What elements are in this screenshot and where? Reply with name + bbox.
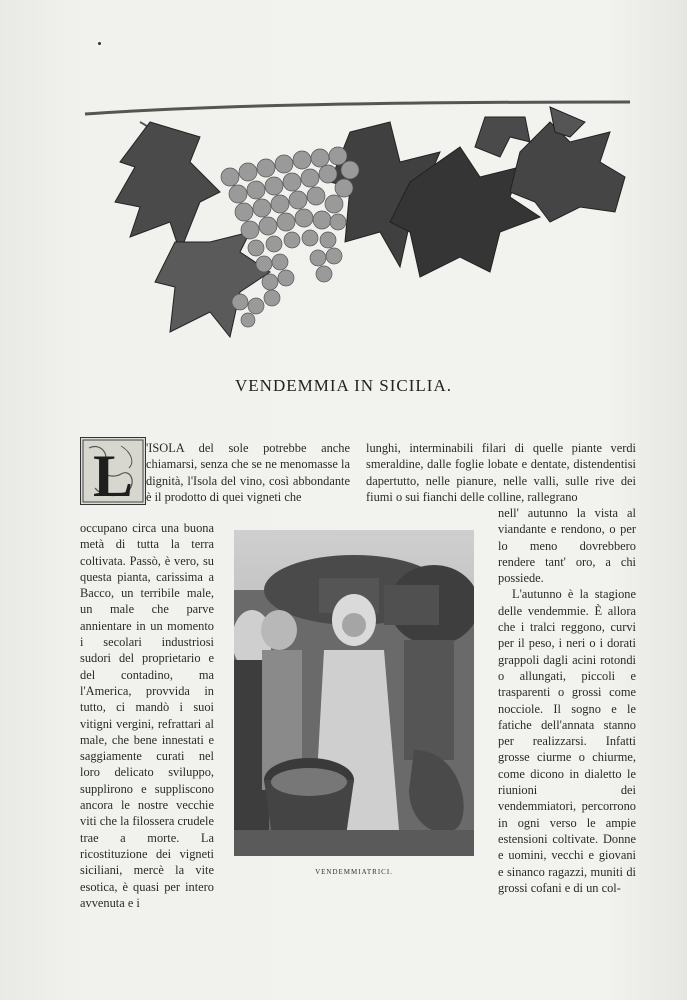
left-column (80, 520, 214, 911)
grape-vine-illustration (80, 92, 640, 352)
drop-cap-letter: L (92, 443, 134, 504)
right-column-text-1: nell' autunno la vista al viandante e rendono, o per lo meno dovrebbero rendere tant' oro, a chi possiede. (498, 506, 636, 586)
harvesters-photo (234, 530, 474, 856)
left-top-paragraph (146, 440, 350, 505)
right-column (498, 505, 636, 896)
right-top-text: lunghi, interminabili filari di quelle piante verdi smeraldine, dalle foglie lobate e dentate, distendentisi dapertutto, nelle pianure, nelle valli, sulle rive dei fiumi o sui fianchi delle colline, rallegrano (366, 441, 636, 504)
opening-text: 'ISOLA del sole potrebbe anche chiamarsi, senza che se ne menomasse la dignità, l'Isola del vino, così abbondante è il prodotto di quei vigneti che (146, 441, 350, 504)
article-title: VENDEMMIA IN SICILIA. (235, 376, 452, 395)
photo-caption: VENDEMMIATRICI. (315, 868, 393, 876)
right-column-text-2: L'autunno è la stagione delle vendemmie. È allora che i tralci reggono, curvi per il peso, i neri o i dorati grappoli dagli acini rotondi o allungati, piccoli e trasparenti o grossi come nocciole. Il sogno e le fatiche dell'annata stanno per realizzarsi. Infatti grosse ciurme o chiurme, come dicono in dialetto le riunioni dei vendemmiatori, percorrono in ogni verso le ampie estensioni coltivate. Donne e uomini, vecchi e giovani e sinanco ragazzi, muniti di grossi cofani e di un col- (498, 587, 636, 895)
drop-cap-initial (80, 437, 146, 505)
right-top-paragraph (366, 440, 636, 505)
ink-speck (98, 42, 101, 45)
left-column-text: occupano circa una buona metà di tutta la terra coltivata. Passò, è vero, su questa pianta, carissima a Bacco, un terribile male, un male che parve annientare in un momento i secolari industriosi sudori del proprietario e del contadino, ma l'America, provvida in tutto, ci mandò i suoi vitigni vergini, refrattari al male, che bene innestati e saggiamente curati nel loro delicato sviluppo, supplirono e suppliscono ancora le nostre vecchie viti che la filossera crudele trae a morte. La ricostituzione dei vigneti siciliani, mercè la vite esotica, è quasi per intero avvenuta e i (80, 521, 214, 910)
